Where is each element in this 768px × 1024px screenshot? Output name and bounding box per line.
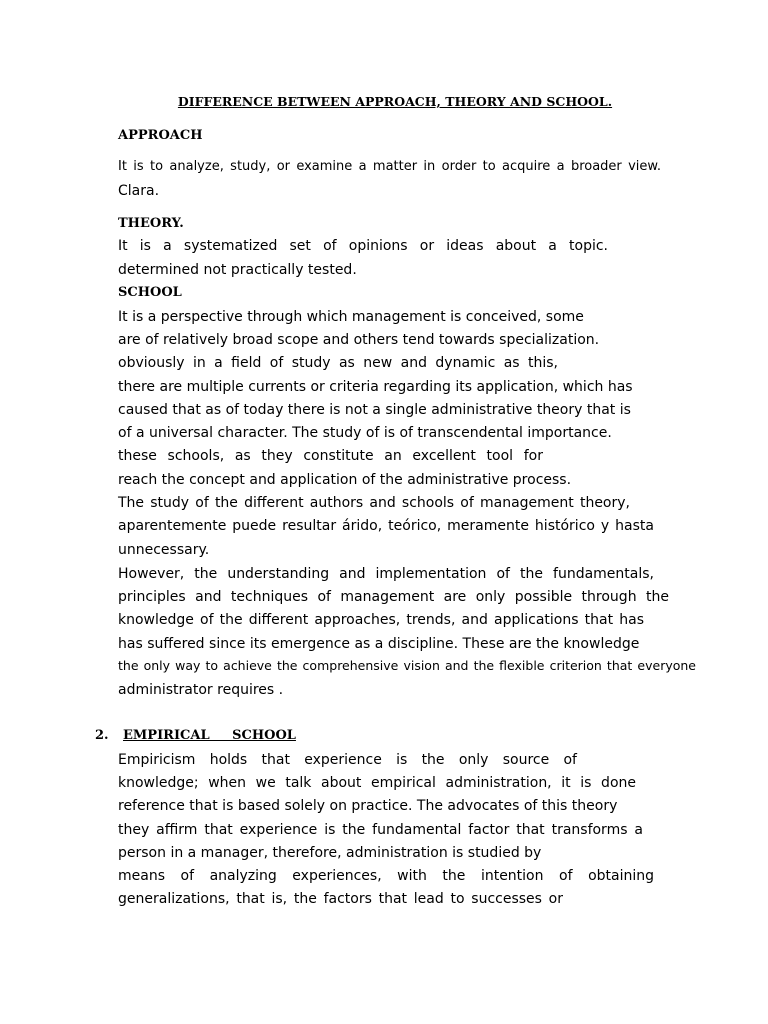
empirical-text-line: reference that is based solely on practice. The advocates of this theory [118, 798, 618, 814]
school-text-line: are of relatively broad scope and others tend towards specialization. [118, 332, 600, 348]
school-text-line: these schools, as they constitute an excellent tool for [118, 448, 543, 464]
empirical-text-line: means of analyzing experiences, with the intention of obtaining [118, 868, 654, 884]
empirical-text-line: Empiricism holds that experience is the only source of [118, 752, 577, 768]
school-text-line: obviously in a field of study as new and dynamic as this, [118, 355, 558, 371]
school-text-line: aparentemente puede resultar árido, teórico, meramente histórico y hasta [118, 518, 654, 534]
theory-heading: THEORY. [118, 216, 184, 231]
school-text-line: the only way to achieve the comprehensive vision and the flexible criterion that everyone [118, 658, 696, 673]
school-text-line: there are multiple currents or criteria regarding its application, which has [118, 379, 633, 395]
empirical-text-line: person in a manager, therefore, administration is studied by [118, 845, 542, 861]
school-text-line: of a universal character. The study of is of transcendental importance. [118, 425, 612, 441]
school-text-line: knowledge of the different approaches, trends, and applications that has [118, 612, 644, 628]
school-text-line: unnecessary. [118, 542, 210, 558]
approach-text-line: It is to analyze, study, or examine a matter in order to acquire a broader view. [118, 159, 661, 174]
approach-heading: APPROACH [118, 128, 203, 143]
school-text-line: However, the understanding and implementation of the fundamentals, [118, 566, 654, 582]
document-title: DIFFERENCE BETWEEN APPROACH, THEORY AND SCHOOL. [177, 94, 613, 109]
approach-text-line: Clara. [118, 183, 160, 199]
section-number: 2. [95, 728, 109, 743]
theory-text-line: determined not practically tested. [118, 262, 357, 278]
school-text-line: reach the concept and application of the administrative process. [118, 472, 572, 488]
school-text-line: caused that as of today there is not a single administrative theory that is [118, 402, 631, 418]
school-heading: SCHOOL [118, 285, 182, 300]
school-text-line: has suffered since its emergence as a discipline. These are the knowledge [118, 636, 640, 652]
empirical-text-line: they affirm that experience is the fundamental factor that transforms a [118, 822, 643, 838]
empirical-text-line: generalizations, that is, the factors that lead to successes or [118, 891, 563, 907]
school-text-line: administrator requires . [118, 682, 284, 698]
school-text-line: It is a perspective through which management is conceived, some [118, 309, 584, 325]
empirical-text-line: knowledge; when we talk about empirical administration, it is done [118, 775, 636, 791]
theory-text-line: It is a systematized set of opinions or ideas about a topic. [118, 238, 608, 254]
empirical-school-heading: EMPIRICAL SCHOOL [123, 728, 296, 743]
school-text-line: principles and techniques of management are only possible through the [118, 589, 669, 605]
school-text-line: The study of the different authors and schools of management theory, [118, 495, 630, 511]
